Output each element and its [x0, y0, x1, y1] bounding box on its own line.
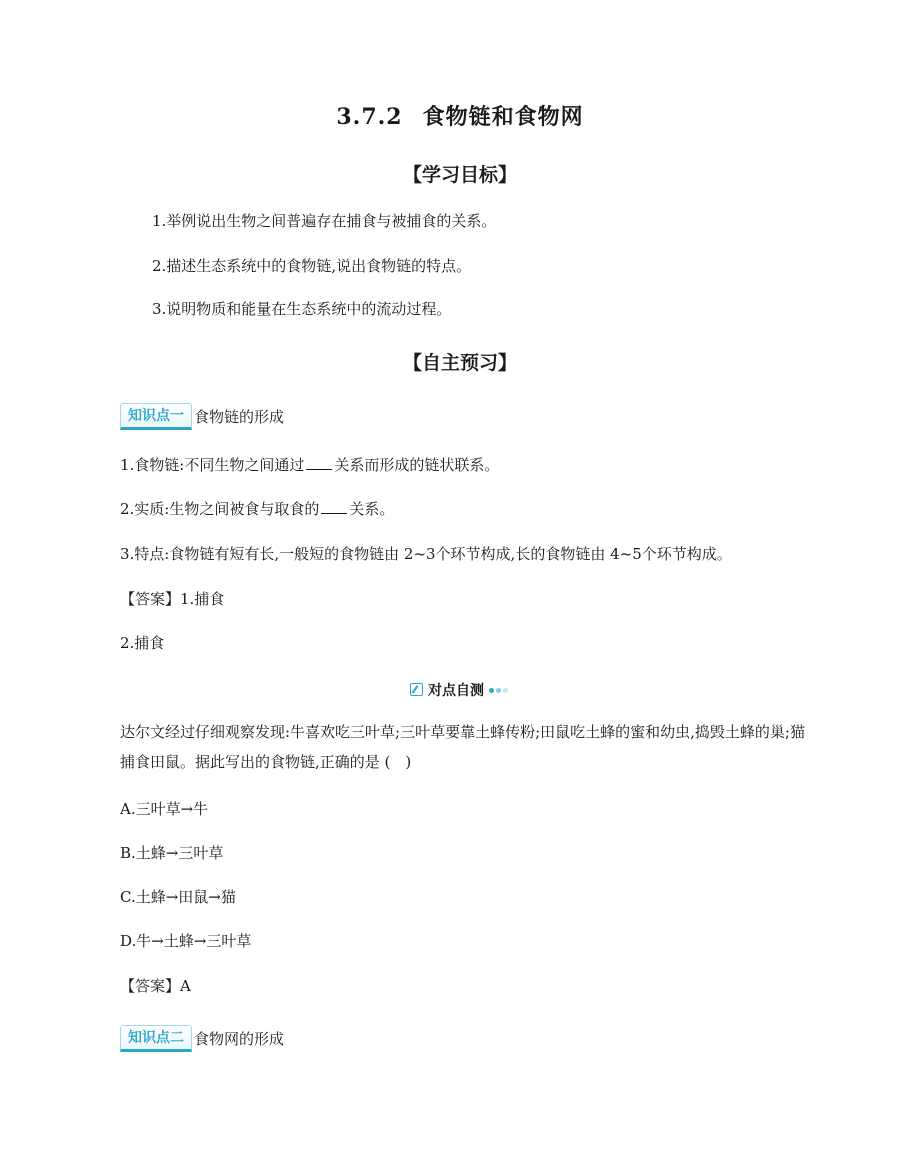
objectives-heading: 【学习目标】 — [402, 164, 517, 186]
essence-line: 2.实质:生物之间被食与取食的 关系。 — [120, 500, 395, 518]
objective-item: 3.说明物质和能量在生态系统中的流动过程。 — [152, 300, 452, 318]
option-d: D.牛→土蜂→三叶草 — [120, 932, 252, 950]
knowledge-title: 食物链的形成 — [194, 408, 285, 426]
answer-line: 【答案】1.捕食 — [120, 590, 225, 608]
pen-icon — [410, 683, 423, 696]
knowledge-title: 食物网的形成 — [194, 1030, 285, 1048]
preview-heading: 【自主预习】 — [402, 352, 517, 374]
feature-line: 3.特点:食物链有短有长,一般短的食物链由 2~3个环节构成,长的食物链由 4~5个环节构成。 — [120, 545, 732, 563]
fill-blank — [321, 499, 347, 514]
fill-blank — [306, 455, 332, 470]
option-b: B.土蜂→三叶草 — [120, 844, 224, 862]
section-number: 3.7.2 — [336, 104, 403, 130]
knowledge-badge: 知识点二 — [120, 1025, 192, 1052]
self-test-label: 对点自测 — [0, 680, 920, 700]
knowledge-badge: 知识点一 — [120, 403, 192, 430]
dots-icon — [489, 681, 510, 697]
option-c: C.土蜂→田鼠→猫 — [120, 888, 236, 906]
page-title — [0, 100, 920, 131]
objective-item: 1.举例说出生物之间普遍存在捕食与被捕食的关系。 — [152, 212, 497, 230]
answer-line: 2.捕食 — [120, 634, 165, 652]
definition-line: 1.食物链:不同生物之间通过 关系而形成的链状联系。 — [120, 456, 500, 474]
knowledge-point-2 — [120, 1025, 284, 1052]
question-text: 达尔文经过仔细观察发现:牛喜欢吃三叶草;三叶草要靠土蜂传粉;田鼠吃土蜂的蜜和幼虫,捣毁土蜂的巢;猫捕食田鼠。据此写出的食物链,正确的是 ( ) — [120, 723, 805, 771]
objective-item: 2.描述生态系统中的食物链,说出食物链的特点。 — [152, 257, 472, 275]
knowledge-point-1 — [120, 403, 284, 430]
section-title: 食物链和食物网 — [422, 104, 584, 130]
answer-line: 【答案】A — [120, 977, 191, 995]
option-a: A.三叶草→牛 — [120, 800, 209, 818]
